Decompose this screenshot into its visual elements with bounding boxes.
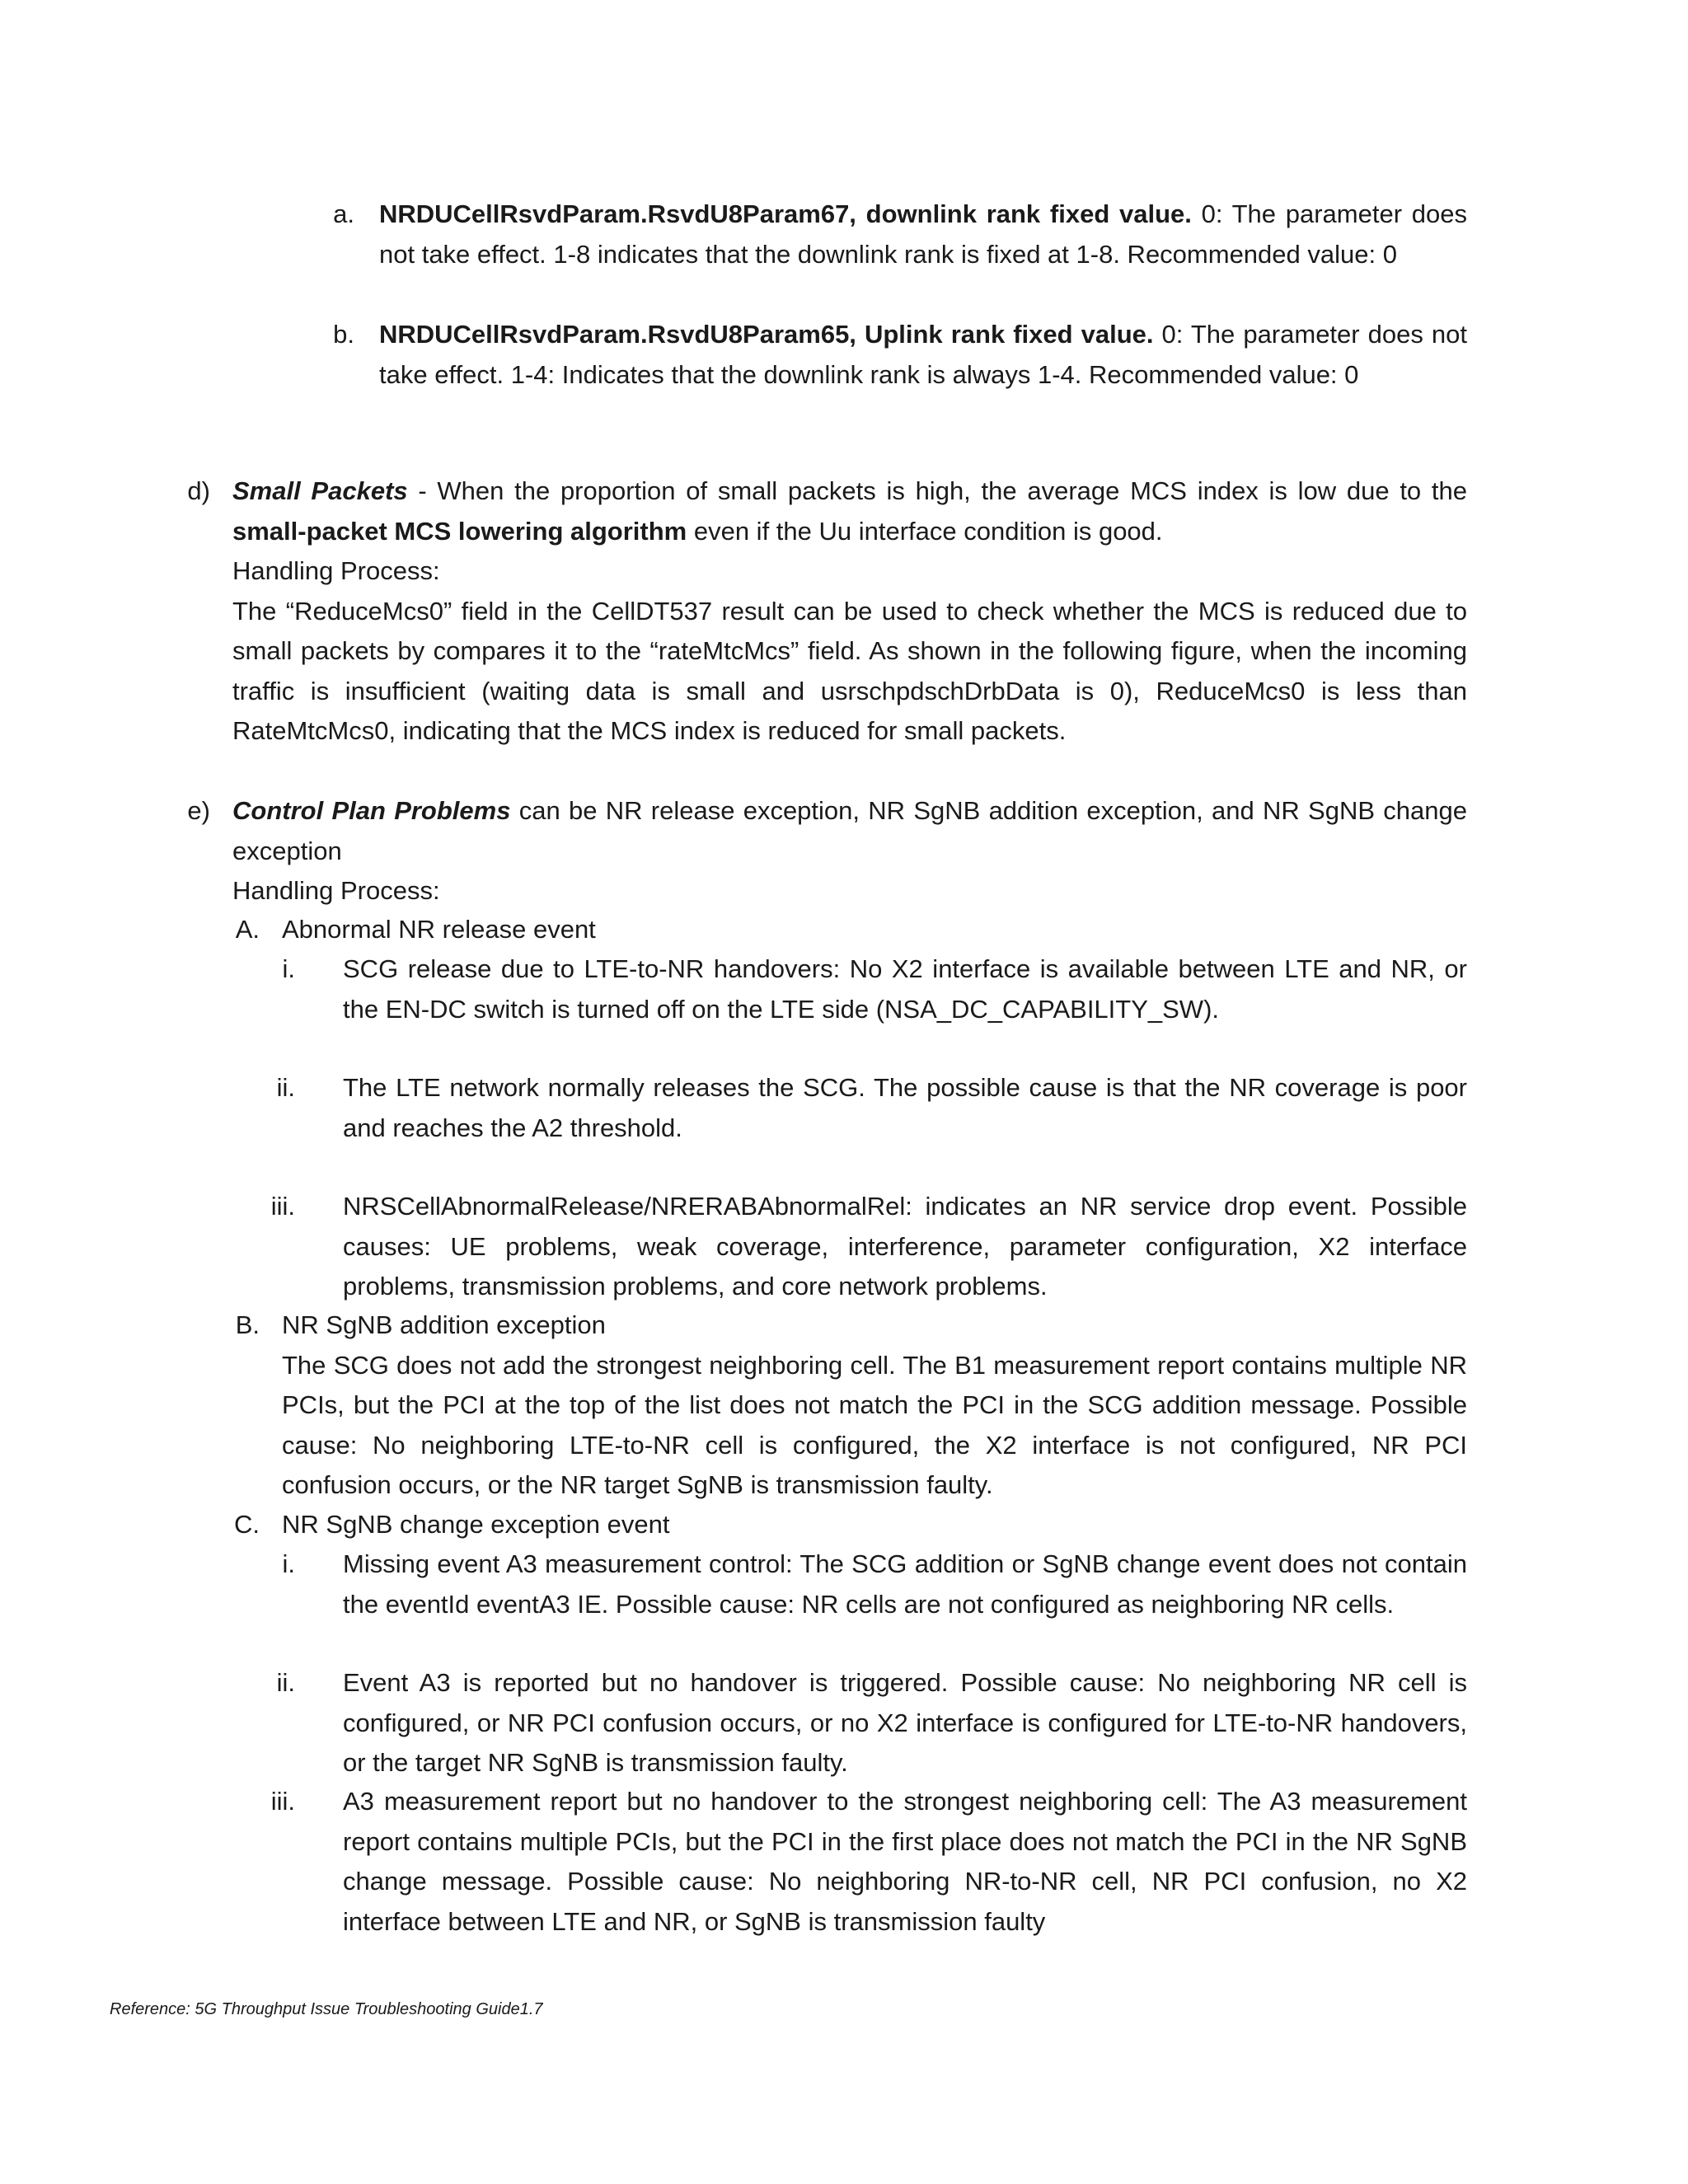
- item-e-A-ii-text: The LTE network normally releases the SCG. The possible cause is that the NR coverage is poor and reaches the A2 threshold.: [343, 1073, 1467, 1142]
- item-d-title: Small Packets: [232, 476, 408, 505]
- item-e-A-marker: A.: [235, 915, 260, 944]
- item-e-C-marker: C.: [234, 1510, 260, 1539]
- item-e-handling: Handling Process:: [232, 876, 440, 905]
- item-a: [379, 194, 1467, 274]
- item-e-B-marker: B.: [235, 1310, 260, 1339]
- item-b-title: NRDUCellRsvdParam.RsvdU8Param65, Uplink rank fixed value.: [379, 320, 1154, 349]
- item-d-text-2: even if the Uu interface condition is good.: [693, 516, 1163, 546]
- item-d-text-1: - When the proportion of small packets is high, the average MCS index is low due to the: [418, 476, 1467, 505]
- item-e-A-i-text: SCG release due to LTE-to-NR handovers: No X2 interface is available between LTE and NR, or the EN-DC switch is turned off on the LTE side (NSA_DC_CAPABILITY_SW).: [343, 954, 1467, 1024]
- item-a-text: 0: The parameter does not take effect. 1-8 indicates that the downlink rank is fixed at 1-8. Recommended value: 0: [379, 199, 1467, 269]
- item-e-B-text: The SCG does not add the strongest neighboring cell. The B1 measurement report contains multiple NR PCIs, but the PCI at the top of the list does not match the PCI in the SCG addition message. Possible cause: No neighboring LTE-to-NR cell is configured, the X2 interface is not configured, NR PCI confusion occurs, or the NR target SgNB is transmission faulty.: [282, 1350, 1467, 1499]
- item-e-B-title: NR SgNB addition exception: [282, 1310, 606, 1339]
- item-e-text: can be NR release exception, NR SgNB addition exception, and NR SgNB change exception: [232, 796, 1467, 865]
- item-d: [232, 471, 1467, 752]
- item-d-marker: d): [187, 476, 210, 505]
- item-b: [379, 315, 1467, 395]
- page-footer-reference: Reference: 5G Throughput Issue Troubleshooting Guide1.7: [110, 2000, 543, 2018]
- item-e-C-i-marker: i.: [282, 1549, 295, 1578]
- item-b-text: 0: The parameter does not take effect. 1-4: Indicates that the downlink rank is always 1-4. Recommended value: 0: [379, 320, 1467, 389]
- item-b-marker: b.: [333, 320, 354, 349]
- item-e-C-iii-text: A3 measurement report but no handover to the strongest neighboring cell: The A3 measurement report contains multiple PCIs, but the PCI in the first place does not match the PCI in the NR SgNB change message. Possible cause: No neighboring NR-to-NR cell, NR PCI confusion, no X2 interface between LTE and NR, or SgNB is transmission faulty: [343, 1787, 1467, 1936]
- item-e-title: Control Plan Problems: [232, 796, 511, 825]
- item-a-title: NRDUCellRsvdParam.RsvdU8Param67, downlink rank fixed value.: [379, 199, 1192, 228]
- item-e-C-i-text: Missing event A3 measurement control: The SCG addition or SgNB change event does not contain the eventId eventA3 IE. Possible cause: NR cells are not configured as neighboring NR cells.: [343, 1549, 1467, 1619]
- item-e-A-iii-marker: iii.: [270, 1192, 295, 1221]
- item-e-C-ii-text: Event A3 is reported but no handover is triggered. Possible cause: No neighboring NR cell is configured, or NR PCI confusion occurs, or no X2 interface is configured for LTE-to-NR handovers, or the target NR SgNB is transmission faulty.: [343, 1668, 1467, 1777]
- item-e-A-ii-marker: ii.: [276, 1073, 295, 1102]
- item-e-C-ii-marker: ii.: [276, 1668, 295, 1697]
- item-e-A-iii-text: NRSCellAbnormalRelease/NRERABAbnormalRel: indicates an NR service drop event. Possible causes: UE problems, weak coverage, interference, parameter configuration, X2 interface problems, transmission problems, and core network problems.: [343, 1192, 1467, 1301]
- item-e-C-title: NR SgNB change exception event: [282, 1510, 670, 1539]
- item-d-bold: small-packet MCS lowering algorithm: [232, 516, 687, 546]
- item-e-A-title: Abnormal NR release event: [282, 915, 596, 944]
- item-a-marker: a.: [333, 199, 354, 228]
- item-e-B: [282, 1305, 1467, 1506]
- item-d-paragraph: The “ReduceMcs0” field in the CellDT537 result can be used to check whether the MCS is reduced due to small packets by compares it to the “rateMtcMcs” field. As shown in the following figure, when the incoming traffic is insufficient (waiting data is small and usrschpdschDrbData is 0), ReduceMcs0 is less than RateMtcMcs0, indicating that the MCS index is reduced for small packets.: [232, 596, 1467, 745]
- item-e-marker: e): [187, 796, 210, 825]
- item-e: [232, 791, 1467, 912]
- item-e-A-i-marker: i.: [282, 954, 295, 983]
- item-d-handling: Handling Process:: [232, 556, 440, 585]
- item-e-C-iii-marker: iii.: [270, 1787, 295, 1816]
